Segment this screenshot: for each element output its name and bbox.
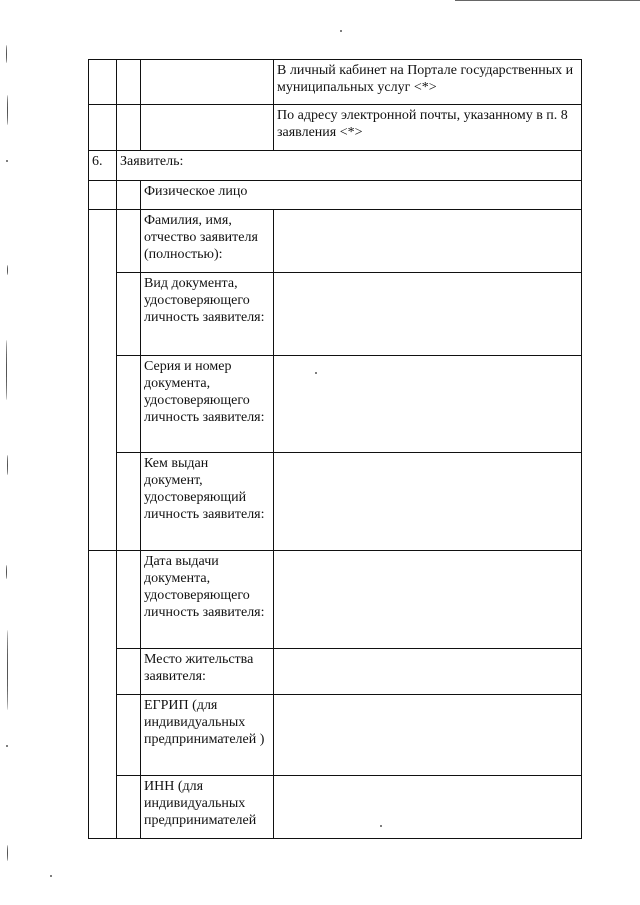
section-subtitle: Физическое лицо	[141, 181, 582, 210]
scan-mark	[6, 45, 7, 63]
delivery-option-row	[89, 105, 582, 151]
scan-mark	[7, 630, 8, 710]
delivery-option-email: По адресу электронной почты, указанному в п. 8 заявления <*>	[274, 105, 582, 151]
scan-mark	[7, 845, 8, 861]
delivery-option-portal: В личный кабинет на Портале государственных и муниципальных услуг <*>	[274, 60, 582, 105]
field-value-id-issue-date[interactable]	[274, 551, 582, 649]
field-value-full-name[interactable]	[274, 210, 582, 273]
field-label-id-issue-date: Дата выдачи документа, удостоверяющего личность заявителя:	[141, 551, 274, 649]
field-value-egrip[interactable]	[274, 695, 582, 776]
field-value-residence[interactable]	[274, 649, 582, 695]
field-value-id-issued-by[interactable]	[274, 453, 582, 551]
form-field-row	[89, 356, 582, 453]
scan-mark	[50, 875, 52, 877]
delivery-option-row	[89, 60, 582, 105]
form-field-row	[89, 649, 582, 695]
field-value-inn[interactable]	[274, 776, 582, 839]
field-label-inn: ИНН (для индивидуальных предпринимателей	[141, 776, 274, 839]
form-field-row	[89, 695, 582, 776]
scan-mark	[6, 340, 7, 400]
section-subtitle-row	[89, 181, 582, 210]
field-label-id-issued-by: Кем выдан документ, удостоверяющий личность заявителя:	[141, 453, 274, 551]
form-field-row	[89, 453, 582, 551]
top-edge-line	[455, 0, 640, 1]
section-header-row	[89, 151, 582, 181]
form-field-row	[89, 210, 582, 273]
section-title: Заявитель:	[117, 151, 582, 181]
application-form-table	[88, 59, 582, 839]
scan-mark	[7, 265, 8, 275]
form-field-row	[89, 776, 582, 839]
field-label-id-document-type: Вид документа, удостоверяющего личность заявителя:	[141, 273, 274, 356]
field-label-residence: Место жительства заявителя:	[141, 649, 274, 695]
section-number: 6.	[89, 151, 117, 181]
scan-mark	[7, 455, 8, 475]
field-value-id-document-type[interactable]	[274, 273, 582, 356]
field-label-id-document-number: Серия и номер документа, удостоверяющего личность заявителя:	[141, 356, 274, 453]
form-field-row	[89, 551, 582, 649]
form-field-row	[89, 273, 582, 356]
field-label-full-name: Фамилия, имя, отчество заявителя (полностью):	[141, 210, 274, 273]
scan-mark	[340, 30, 342, 32]
scan-mark	[6, 160, 8, 162]
field-label-egrip: ЕГРИП (для индивидуальных предпринимателей )	[141, 695, 274, 776]
scan-mark	[6, 745, 8, 747]
field-value-id-document-number[interactable]	[274, 356, 582, 453]
scan-mark	[7, 95, 8, 125]
scan-mark	[6, 565, 7, 579]
